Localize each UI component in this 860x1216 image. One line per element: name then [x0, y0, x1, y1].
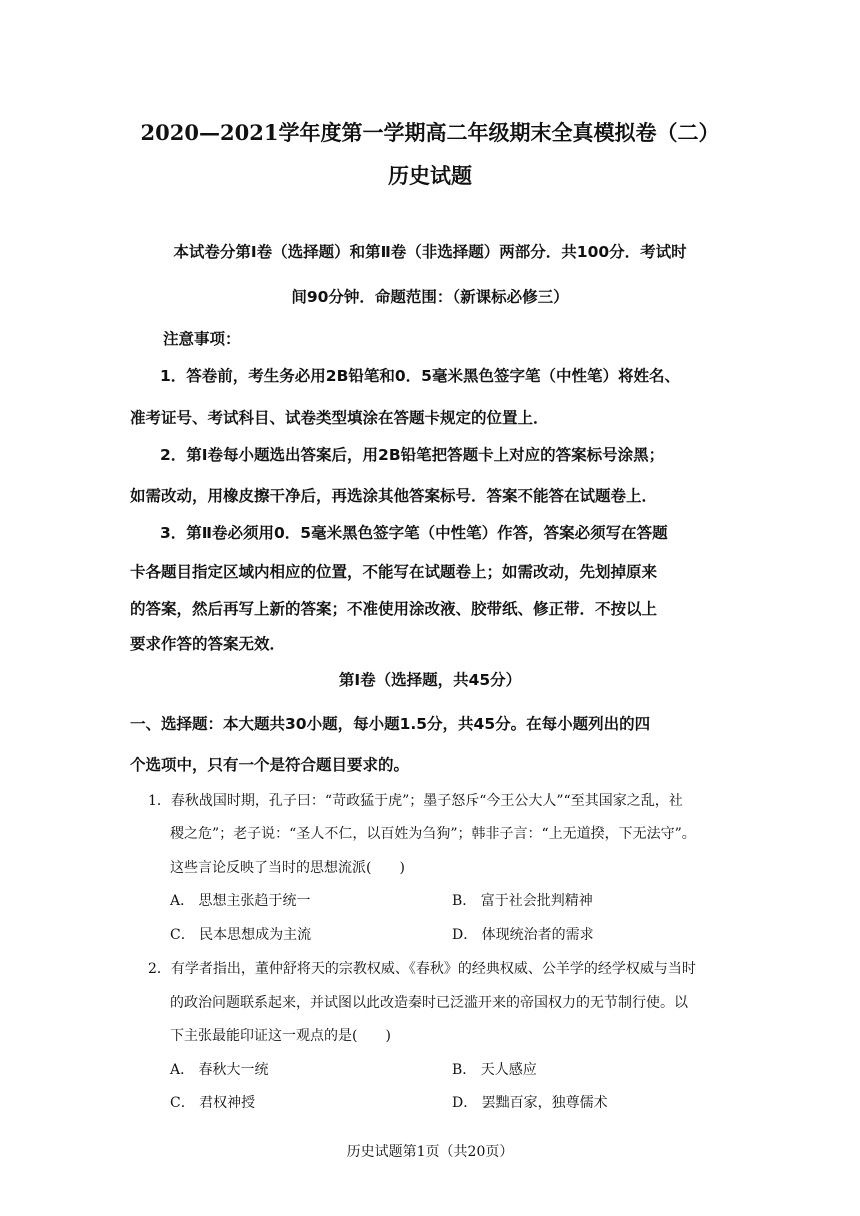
notice-heading: 注意事项： — [163, 330, 241, 348]
intro-line1: 本试卷分第Ⅰ卷（选择题）和第Ⅱ卷（非选择题）两部分．共100分．考试时 — [173, 243, 687, 261]
notice2-line1: 2．第Ⅰ卷每小题选出答案后，用2B铅笔把答题卡上对应的答案标号涂黑； — [160, 446, 665, 464]
page-footer: 历史试题第1页（共20页） — [346, 1144, 514, 1160]
q2-option-c: C． 君权神授 — [170, 1095, 256, 1111]
q1-line2: 稷之危”；老子说：“圣人不仁，以百姓为刍狗”；韩非子言：“上无道揆，下无法守”。 — [170, 826, 696, 842]
intro-line2: 间90分钟．命题范围：（新课标必修三） — [291, 288, 569, 306]
q2-option-b: B． 天人感应 — [452, 1062, 537, 1078]
q1-option-b: B． 富于社会批判精神 — [452, 893, 593, 909]
q1-line3: 这些言论反映了当时的思想流派( ) — [170, 860, 405, 876]
part1-line1: 一、选择题：本大题共30小题，每小题1.5分，共45分。在每小题列出的四 — [130, 715, 651, 733]
part1-line2: 个选项中，只有一个是符合题目要求的。 — [130, 756, 410, 774]
q2-option-d: D． 罢黜百家，独尊儒术 — [452, 1095, 608, 1111]
q2-line2: 的政治问题联系起来，并试图以此改造秦时已泛滥开来的帝国权力的无节制行使。以 — [170, 995, 688, 1011]
q2-line1: 2．有学者指出，董仲舒将天的宗教权威、《春秋》的经典权威、公羊学的经学权威与当时 — [148, 961, 696, 977]
notice3-line4: 要求作答的答案无效． — [130, 635, 286, 653]
notice1-line1: 1．答卷前，考生务必用2B铅笔和0．5毫米黑色签字笔（中性笔）将姓名、 — [160, 367, 680, 385]
doc-title-line2: 历史试题 — [388, 163, 472, 188]
notice2-line2: 如需改动，用橡皮擦干净后，再选涂其他答案标号．答案不能答在试题卷上． — [130, 487, 658, 505]
q1-option-d: D． 体现统治者的需求 — [452, 927, 594, 943]
doc-title-line1: 2020—2021学年度第一学期高二年级期末全真模拟卷（二） — [140, 120, 720, 145]
notice3-line1: 3．第Ⅱ卷必须用0．5毫米黑色签字笔（中性笔）作答，答案必须写在答题 — [160, 524, 668, 542]
q2-line3: 下主张最能印证这一观点的是( ) — [170, 1028, 391, 1044]
q1-option-c: C． 民本思想成为主流 — [170, 927, 312, 943]
section-title: 第Ⅰ卷（选择题，共45分） — [338, 671, 522, 689]
notice3-line3: 的答案，然后再写上新的答案；不准使用涂改液、胶带纸、修正带．不按以上 — [130, 600, 658, 618]
q2-option-a: A． 春秋大一统 — [170, 1062, 269, 1078]
q1-line1: 1．春秋战国时期，孔子曰：“苛政猛于虎”；墨子怒斥“今王公大人”“至其国家之乱，社 — [148, 793, 683, 809]
notice3-line2: 卡各题目指定区域内相应的位置，不能写在试题卷上；如需改动，先划掉原来 — [130, 563, 658, 581]
notice1-line2: 准考证号、考试科目、试卷类型填涂在答题卡规定的位置上． — [130, 409, 549, 427]
q1-option-a: A． 思想主张趋于统一 — [170, 893, 311, 909]
